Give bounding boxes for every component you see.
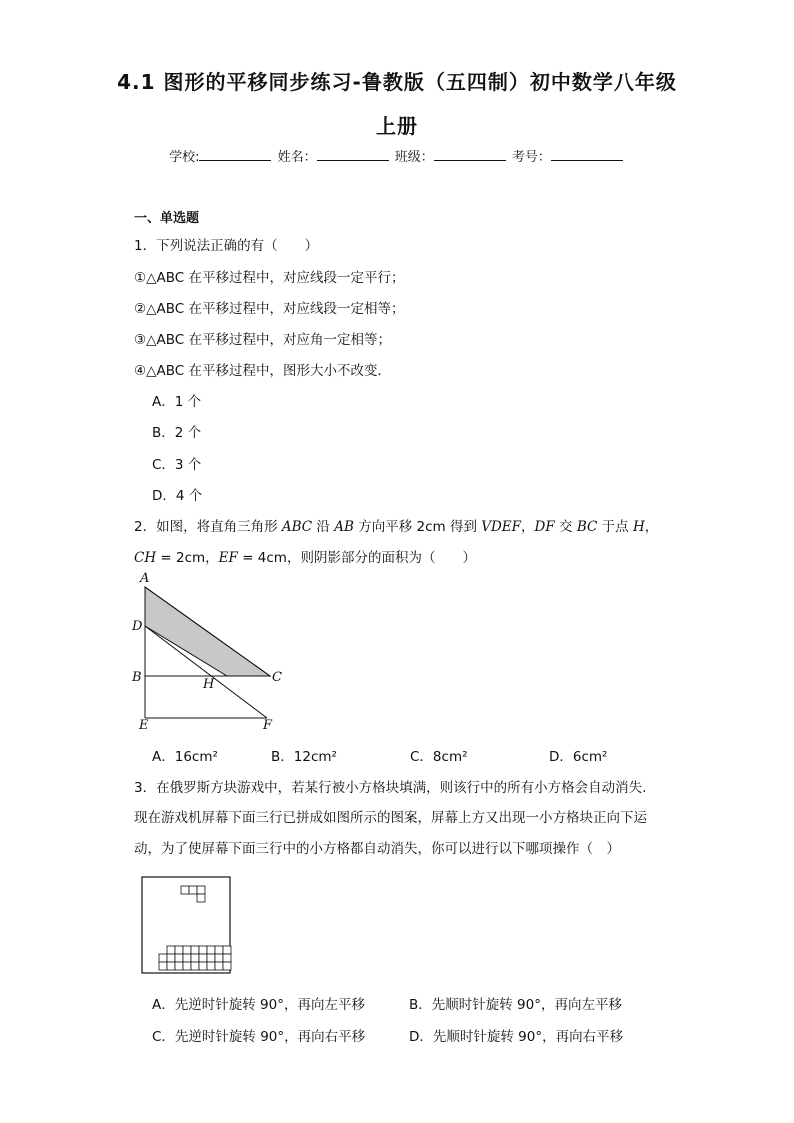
section-heading: 一、单选题	[134, 211, 200, 226]
q3-option-d[interactable]: D．先顺时针旋转 90°，再向右平移	[409, 1029, 624, 1045]
tetris-cell	[223, 962, 231, 970]
q2-option-d[interactable]: D．6cm²	[549, 749, 608, 765]
q1-option-b[interactable]: B．2 个	[152, 425, 202, 441]
q3-option-a[interactable]: A．先逆时针旋转 90°，再向左平移	[152, 997, 365, 1013]
label-c: C	[272, 670, 282, 685]
student-info-row	[0, 146, 794, 165]
tetris-cell	[175, 954, 183, 962]
label-d: D	[132, 619, 143, 634]
tetris-cell	[159, 962, 167, 970]
school-label: 学校:	[169, 150, 200, 165]
q1-option-d[interactable]: D．4 个	[152, 488, 203, 504]
q2-option-c[interactable]: C．8cm²	[410, 749, 468, 765]
name-label: 姓名：	[277, 150, 317, 165]
q2-option-a[interactable]: A．16cm²	[152, 749, 218, 765]
q1-statement: ①△ABC 在平移过程中，对应线段一定平行；	[134, 270, 405, 286]
q2-stem-line2: CH = 2cm，EF = 4cm，则阴影部分的面积为（ ）	[134, 550, 476, 566]
tetris-cell	[197, 894, 205, 902]
q2-stem-line1: 2．如图，将直角三角形 ABC 沿 AB 方向平移 2cm 得到 VDEF，DF 交 BC 于点 H，	[134, 519, 659, 535]
q1-statement: ③△ABC 在平移过程中，对应角一定相等；	[134, 332, 391, 348]
class-field[interactable]	[434, 148, 506, 161]
q1-statement: ②△ABC 在平移过程中，对应线段一定相等；	[134, 301, 405, 317]
tetris-cell	[183, 946, 191, 954]
q3-option-c[interactable]: C．先逆时针旋转 90°，再向右平移	[152, 1029, 366, 1045]
tetris-cell	[167, 962, 175, 970]
q3-stem-line1: 3．在俄罗斯方块游戏中，若某行被小方格块填满，则该行中的所有小方格会自动消失.	[134, 780, 647, 796]
q3-option-b[interactable]: B．先顺时针旋转 90°，再向左平移	[409, 997, 622, 1013]
tetris-cell	[223, 954, 231, 962]
tetris-cell	[167, 946, 175, 954]
q1-option-a[interactable]: A．1 个	[152, 394, 202, 410]
tetris-cell	[207, 954, 215, 962]
tetris-cell	[181, 886, 189, 894]
tetris-cell	[199, 946, 207, 954]
tetris-cell	[159, 954, 167, 962]
tetris-cell	[191, 946, 199, 954]
tetris-cell	[215, 946, 223, 954]
tetris-cell	[223, 946, 231, 954]
q1-statement: ④△ABC 在平移过程中，图形大小不改变．	[134, 363, 391, 379]
q3-stem-line3: 动，为了使屏幕下面三行中的小方格都自动消失，你可以进行以下哪项操作（ ）	[134, 841, 620, 857]
tetris-cell	[183, 954, 191, 962]
tetris-cell	[215, 962, 223, 970]
tetris-cell	[189, 886, 197, 894]
tetris-cell	[175, 946, 183, 954]
label-b: B	[132, 670, 142, 685]
tetris-cell	[197, 886, 205, 894]
exam-no-field[interactable]	[551, 148, 623, 161]
q2-triangle-figure	[130, 568, 290, 736]
label-e: E	[139, 718, 149, 733]
tetris-cell	[207, 946, 215, 954]
tetris-cell	[191, 962, 199, 970]
q2-option-b[interactable]: B．12cm²	[271, 749, 337, 765]
tetris-cell	[175, 962, 183, 970]
label-a: A	[140, 571, 150, 586]
q3-stem-line2: 现在游戏机屏幕下面三行已拼成如图所示的图案，屏幕上方又出现一小方格块正向下运	[134, 810, 647, 826]
tetris-cell	[183, 962, 191, 970]
tetris-cell	[207, 962, 215, 970]
tetris-cell	[199, 962, 207, 970]
tetris-cell	[191, 954, 199, 962]
exam-no-label: 考号：	[511, 150, 551, 165]
q1-stem: 1．下列说法正确的有（ ）	[134, 238, 319, 254]
q3-tetris-figure	[141, 876, 233, 976]
page-title-line2: 上册	[376, 114, 418, 138]
tetris-cell	[199, 954, 207, 962]
q1-option-c[interactable]: C．3 个	[152, 457, 202, 473]
label-f: F	[263, 718, 273, 733]
class-label: 班级：	[394, 150, 434, 165]
page-title-line1: 4.1 图形的平移同步练习-鲁教版（五四制）初中数学八年级	[117, 70, 677, 94]
tetris-cell	[167, 954, 175, 962]
tetris-cell	[215, 954, 223, 962]
name-field[interactable]	[317, 148, 389, 161]
school-field[interactable]	[199, 148, 271, 161]
label-h: H	[203, 677, 215, 692]
